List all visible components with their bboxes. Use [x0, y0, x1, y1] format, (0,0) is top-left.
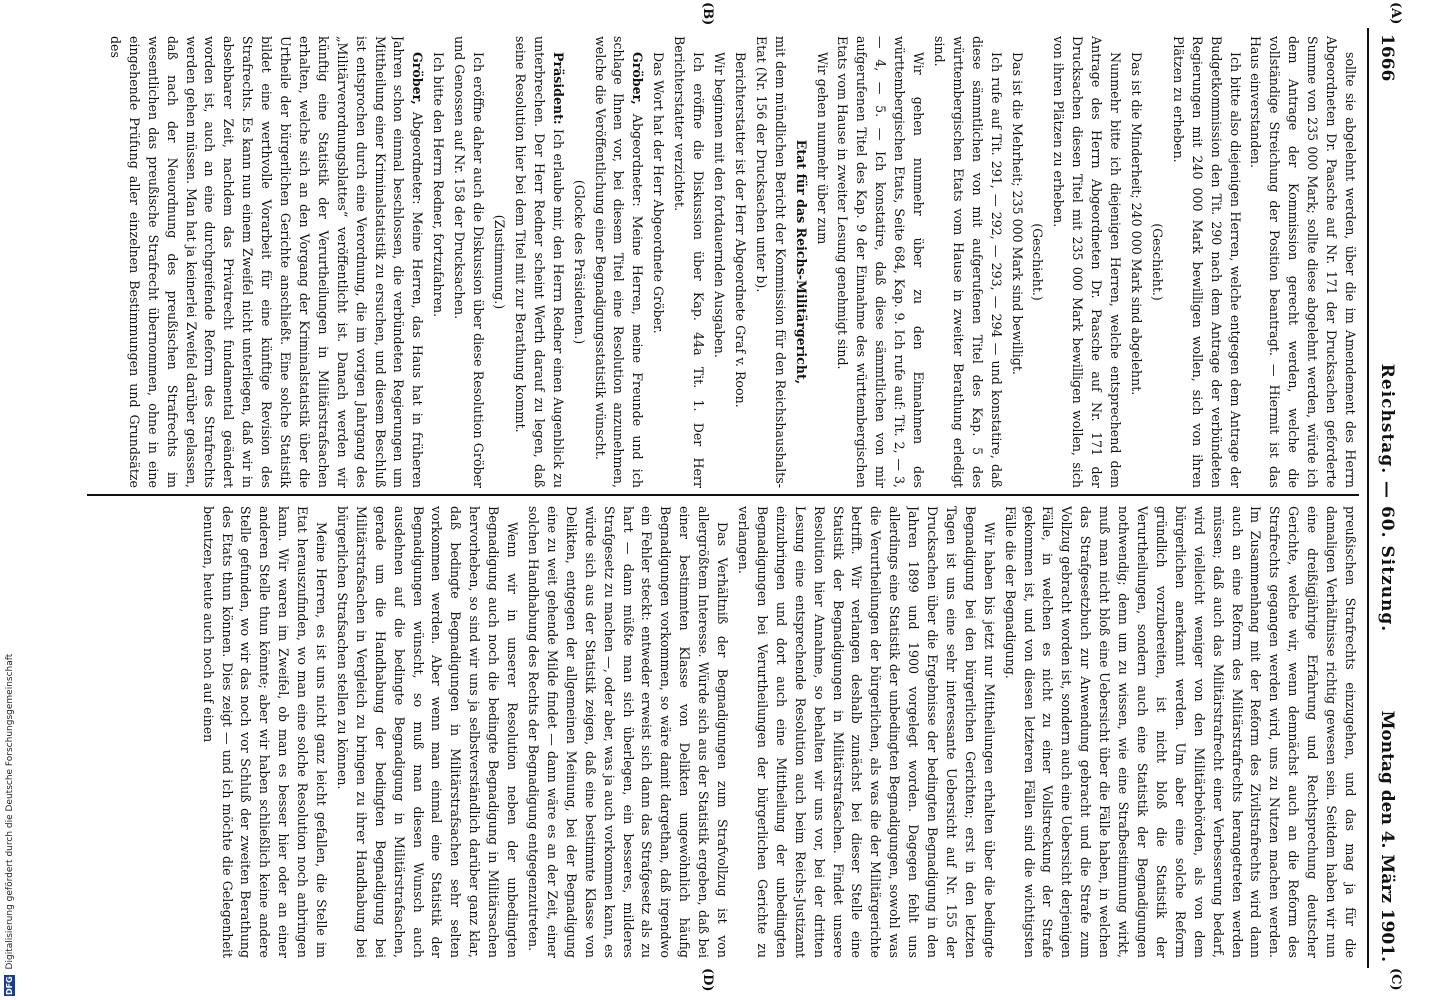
paragraph: [1147, 36, 1166, 488]
paragraph: [105, 36, 426, 488]
paragraph: [648, 36, 667, 488]
speaker-name: Gröber,: [630, 52, 646, 105]
paragraph: [1000, 506, 1359, 958]
paragraph-text: Wir gehen nunmehr über zu den Einnahmen des württembergischen Etats, Seite 684, Kap. 9. Ich rufe auf: Tit. 2, — 3, — 4, — 5. — Ich konstatire, daß diese sämmtlichen von mir aufgerufenen Titel des Kap. 9 der Einnahme des württembergischen Etats vom Hause in zweiter Lesung genehmigt sind.: [835, 36, 927, 488]
paragraph-text: Ich eröffne die Diskussion über Kap. 44a Tit. 1. Der Herr Berichterstatter verzichtet.: [672, 36, 707, 488]
paragraph-text: Das ist die Minderheit; 240 000 Mark sind abgelehnt.: [1129, 52, 1145, 396]
paragraph-text: Wenn wir in unserer Resolution neben der unbedingten Begnadigung auch noch die bedingte Begnadigung in Militärsachen hervorheben, so sind wir uns ja selbstverständlich darüber ganz klar, daß bedingte Begnadigungen in Militärstrafsachen sehr selten vorkommen werden. Aber wenn man einmal eine Statistik der Begnadigungen wünscht, so muß man diesen Wunsch auch ausdehnen auf die bedingte Begnadigung in Militärstrafsachen, gerade um die Handhabung der bedingten Begnadigung bei Militärstrafsachen in Vergleich zu bringen zu ihrer Handhabung bei bürgerlichen Strafsachen stellen zu können.: [334, 506, 521, 958]
paragraph: [1007, 36, 1026, 488]
paragraph: [709, 36, 728, 488]
paragraph: [1126, 36, 1145, 488]
paragraph-text: mit dem mündlichen Bericht der Kommission für den Reichshaushalts-Etat (Nr. 156 der Drucksachen unter b).: [753, 36, 788, 488]
paragraph-text: Ich bitte den Herrn Redner, fortzufahren.: [431, 52, 447, 318]
paragraph-text: Das Wort hat der Herr Abgeordnete Gröber.: [651, 52, 667, 334]
paragraph-text: Berichterstatter ist der Herr Abgeordnete Graf v. Roon.: [732, 52, 748, 408]
paragraph-text: Meine Herren, es ist uns nicht ganz leicht gefallen, die Stelle im Etat herauszufinden, wo man eine solche Resolution noch anbringen kann. Wir waren im Zweifel, ob man es besser hier oder an einer anderen Stelle thun könnte; aber wir haben schließlich keine andere Stelle gefunden, wo wir das noch vor Schluß der zweiten Berathung des Etats thun können. Dies zeigt — und ich möchte die Gelegenheit benutzen, heute auch noch auf einen: [200, 506, 330, 958]
sitting-date: Montag den 4. März 1901.: [1377, 710, 1397, 962]
speaker-name: Gröber,: [410, 52, 426, 105]
paragraph-text: sollte sie abgelehnt werden, über die im Amendement des Herrn Abgeordneten Dr. Paasche auf Nr. 171 der Drucksachen geforderte Summe von 235 000 Mark; sollte diese abgelehnt werden, würde ich dem Antrage der Kommission gerecht werden, welche die vollständige Streichung der Position beantragt. — Hiermit ist das Haus einverstanden.: [1248, 36, 1358, 488]
right-column: [87, 506, 1359, 958]
page-header: [1367, 28, 1405, 968]
paragraph: [332, 506, 521, 958]
paragraph-text: Abgeordneter: Meine Herren, das Haus hat in früheren Jahren schon einmal beschlossen, die verbündeten Regierungen um Mittheilung einer Kriminalstatistik zu ersuchen, und diesem Beschluß ist entsprochen durch eine Verordnung, die im vorigen Jahrgang des „Militärverordnungsblattes“ veröffentlicht ist. Danach werden wir künftig eine Statistik der Verurtheilungen in Militärstrafsachen erhalten, welche sich an den Vorgang der Kriminalstatistik über die Urtheile der bürgerlichen Gerichte anschließt. Eine solche Statistik bildet eine werthvolle Vorarbeit für eine künftige Revision des Strafrechts. Es kann nun einem Zweifel nicht unterliegen, daß wir in absehbarer Zeit, nachdem das Privatrecht fundamental geändert worden ist, auch an eine durchgreifende Reform des Strafrechts werden gehen müssen. Man hat ja keinerlei Zweifel darüber gelassen, daß nach der Neuordnung des preußischen Strafrechts im wesentlichen das preußische Strafrecht übernommen, ohne in eine eingehende Prüfung aller einzelnen Bestimmungen und Grundsätze des: [107, 36, 426, 488]
paragraph: [523, 506, 731, 958]
running-title: Reichstag. — 60. Sitzung.: [1377, 363, 1397, 633]
paragraph: [833, 36, 928, 488]
paragraph: [791, 36, 810, 488]
paragraph: [510, 36, 567, 488]
paragraph-text: preußischen Strafrechts einzugehen, und das mag ja für die damaligen Verhältnisse richtig gewesen sein. Seitdem haben wir nun eine dreißigjährige Erfahrung und Rechtsprechung deutscher Gerichte, welche wir, wenn demnächst auch an die Reform des Strafrechts gegangen werden wird, uns zu Nutzen machen werden. Im Zusammenhang mit der Reform des Zivilstrafrechts wird dann auch an eine Reform des Militärstrafrechts herangetreten werden müssen; daß auch das Militärstrafrecht einer Verbesserung bedarf, wird vielleicht weniger von den Militärbehörden, als von dem bürgerlichen anerkannt werden. Um aber eine solche Reform gründlich vorzubereiten, ist nicht bloß die Statistik der Verurtheilungen, sondern auch eine Statistik der Begnadigungen nothwendig; denn um zu wissen, wie eine Strafbestimmung wirkt, muß man nicht bloß eine Uebersicht über die Fälle haben, in welchen das Strafgesetzbuch zur Anwendung gebracht und die Strafe zum Vollzug gebracht worden ist, sondern auch eine Uebersicht derjenigen Fälle, in welchen es nicht zu einer Vollstreckung der Strafe gekommen ist, und von diesen letzteren Fällen sind die wichtigsten Fälle die der Begnadigung.: [1002, 506, 1358, 958]
paragraph-text: Ich rufe auf Tit. 291, — 292, — 293, — 294 — und konstatire, daß diese sämmtlichen von mit aufgerufenen Titel des Kap. 5 des württembergischen Etats vom Hause in zweiter Berathung erledigt sind.: [931, 36, 1004, 488]
paragraph: [590, 36, 647, 488]
paragraph-text: Ich bitte also diejenigen Herren, welche entgegen dem Antrage der Budgetkommission den Tit. 290 nach dem Antrage der verbündeten Regierungen mit 240 000 Mark bewilligen wollen, sich von ihren Plätzen zu erheben.: [1170, 36, 1243, 488]
page-number: 1666: [1377, 34, 1397, 82]
paragraph: [428, 36, 447, 488]
margin-mark-c: (C): [1388, 968, 1403, 991]
paragraph: [449, 36, 487, 488]
paragraph-text: (Glocke des Präsidenten.): [571, 179, 587, 345]
paragraph: [198, 506, 330, 958]
paragraph-text: (Geschieht.): [1030, 223, 1046, 301]
paragraph: [1049, 36, 1125, 488]
paragraph: [730, 36, 749, 488]
paragraph-text: Ich eröffne daher auch die Diskussion über diese Resolution Gröber und Genossen auf Nr. 158 der Drucksachen.: [452, 36, 487, 488]
paragraph-text: Das ist die Mehrheit; 235 000 Mark sind bewilligt.: [1009, 52, 1025, 375]
paragraph-text: (Zustimmung.): [492, 214, 508, 310]
margin-mark-b: (B): [700, 2, 715, 26]
paragraph-text: Das Verhältniß der Begnadigungen zum Strafvollzug ist von allergrößtem Interesse. Würde sich aus der Statistik ergeben, daß bei einer bestimmten Klasse von Delikten ungewöhnlich häufig Begnadigungen vorkommen, so wäre damit dargethan, daß irgendwo ein Fehler steckt: entweder erweist sich dann das Strafgesetz als zu hart — dann müßte man sich überlegen, ein besseres, milderes Strafgesetz zu machen —, oder aber, was ja auch vorkommen kann, es würde sich aus der Statistik zeigen, daß eine bestimmte Klasse von Delikten, entgegen der allgemeinen Meinung, bei der Begnadigung eine zu weit gehende Milde findet — dann wäre es an der Zeit, einer solchen Handhabung des Rechts der Begnadigung entgegenzutreten.: [526, 506, 731, 958]
paragraph: [569, 36, 588, 488]
paragraph: [751, 36, 789, 488]
dfg-logo: DFG: [5, 976, 14, 995]
paragraph-text: Etat für das Reichs-Militärgericht,: [793, 139, 809, 385]
speaker-name: Präsident:: [550, 52, 566, 125]
paragraph-text: Wir gehen nunmehr über zum: [814, 52, 830, 245]
column-divider: [87, 494, 1359, 496]
margin-mark-a: (A): [1388, 2, 1403, 25]
paragraph-text: Wir haben bis jetzt nur Mittheilungen erhalten über die bedingte Begnadigung bei den bürgerlichen Gerichten; erst in den letzten Tagen ist uns eine sehr interessante Uebersicht auf Nr. 155 der Drucksachen über die Ergebnisse der bedingten Begnadigung in den Jahren 1899 und 1900 vorgelegt worden. Dagegen fehlt uns allerdings eine Statistik der unbedingten Begnadigungen, sowohl was die Verurtheilungen der bürgerlichen, als was die der Militärgerichte betrifft. Wir verlangen deshalb zunächst bei dieser Stelle eine Statistik der Begnadigungen in Militärstrafsachen. Findet unsere Resolution hier Annahme, so behalten wir uns vor, bei der dritten Lesung eine entsprechende Resolution auch beim Reichs-Justizamt einzubringen und dort auch eine Mittheilung der unbedingten Begnadigungen bei Verurtheilungen der bürgerlichen Gerichte zu verlangen.: [736, 506, 997, 958]
paragraph: [1028, 36, 1047, 488]
paragraph-text: Nunmehr bitte ich diejenigen Herren, welche entsprechend dem Antrage des Herrn Abgeordneten Dr. Paasche auf Nr. 171 der Drucksachen diesen Titel mit 235 000 Mark bewilligen wollen, sich von ihren Plätzen zu erheben.: [1051, 36, 1124, 488]
paragraph: [1246, 36, 1359, 488]
paragraph: [929, 36, 1005, 488]
paragraph: [1168, 36, 1244, 488]
paragraph: [669, 36, 707, 488]
paragraph: [733, 506, 998, 958]
paragraph-text: Wir beginnen mit den fortdauernden Ausgaben.: [712, 52, 727, 358]
footer-text: Digitalisierung gefördert durch die Deutsche Forschungsgemeinschaft: [5, 653, 15, 970]
margin-mark-d: (D): [700, 968, 715, 992]
paragraph-text: (Geschieht.): [1149, 223, 1165, 301]
paragraph: [489, 36, 508, 488]
paragraph-text: Ich erlaube mir, den Herrn Redner einen Augenblick zu unterbrechen. Der Herr Redner scheint Werth darauf zu legen, daß seine Resolution hier bei dem Titel mit zur Berathung kommt.: [512, 36, 566, 488]
paragraph: [812, 36, 831, 488]
digitization-footer: [4, 560, 16, 996]
rotated-sheet: [75, 2, 1405, 992]
paragraph-text: Abgeordneter: Meine Herren, meine Freunde und ich schlage Ihnen vor, bei diesem Titel eine Resolution anzunehmen, welche die Veröffentlichung einer Begnadigungsstatistik wünscht.: [592, 36, 646, 488]
left-column: [87, 36, 1359, 488]
